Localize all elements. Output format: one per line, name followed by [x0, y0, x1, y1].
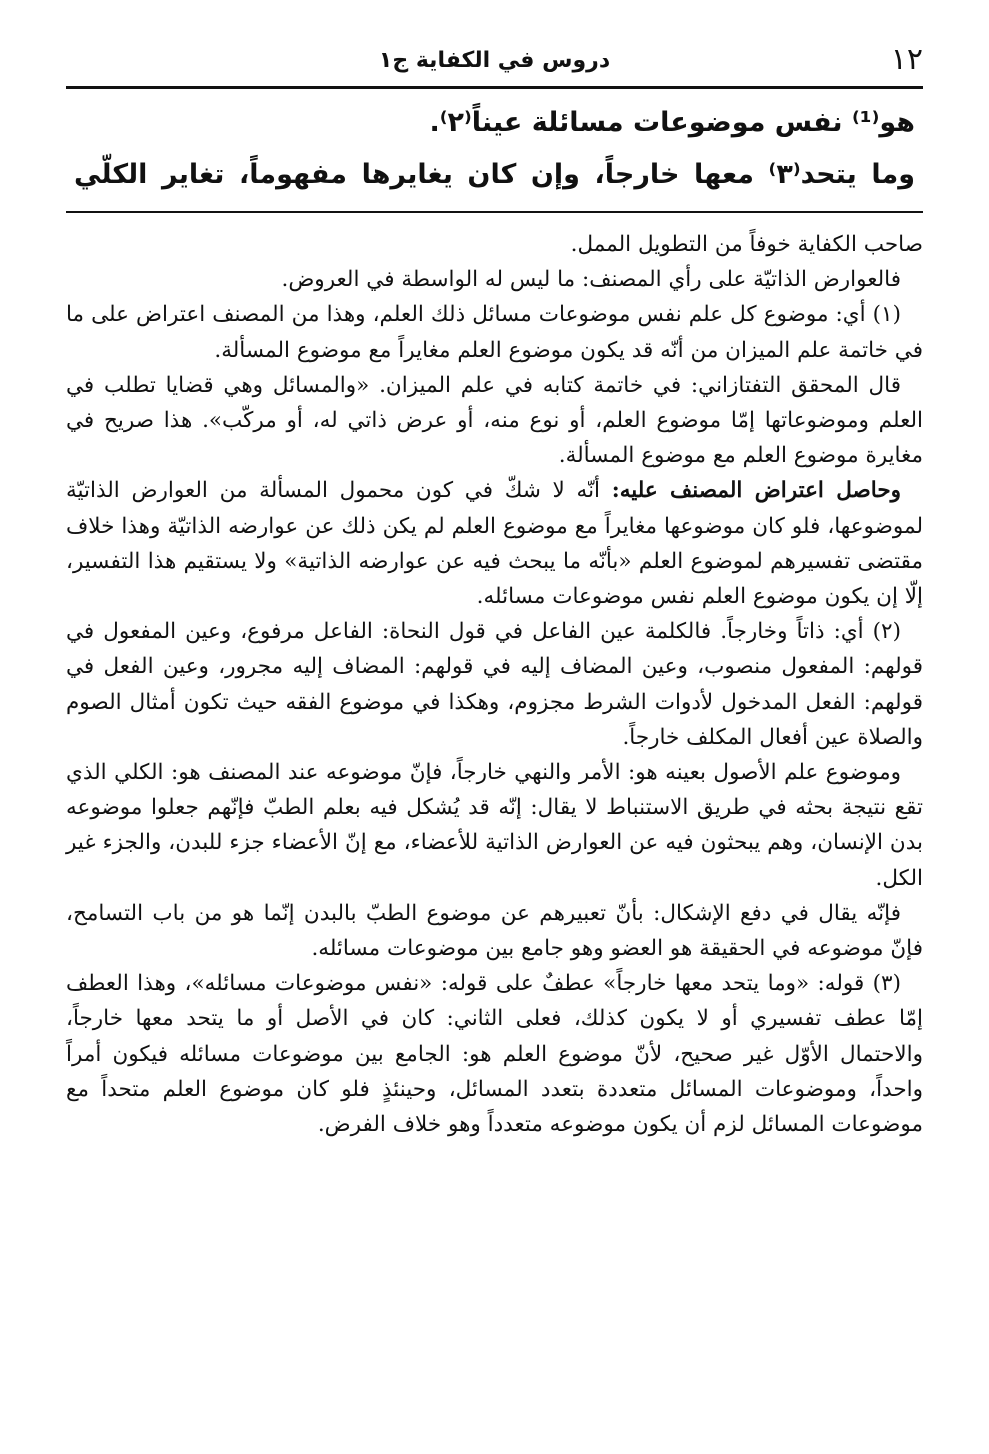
footnote-3-paragraph: (٣) قوله: «وما يتحد معها خارجاً» عطفٌ على قوله: «نفس موضوعات مسائله»، وهذا العطف إمّا عطف تفسيري أو لا يكون كذلك، فعلى الثاني: كان في الأصل أو ما يتحد معها خارجاً، والاحتمال الأوّل غير صحيح، لأنّ موضوع العلم هو: الجامع بين موضوعات مسائله فيكون أمراً واحداً، وموضوعات المسائل متعددة بتعدد المسائل، وحينئذٍ فلو كان موضوع العلم متحداً مع موضوعات المسائل لزم أن يكون موضوعه متعدداً وهو خلاف الفرض.	[66, 971, 923, 1138]
commentary-section	[66, 213, 923, 1142]
page-number: ١٢	[890, 42, 923, 77]
paragraph-lead-bold: وحاصل اعتراض المصنف عليه:	[611, 478, 901, 504]
commentary-paragraph-1: صاحب الكفاية خوفاً من التطويل الممل.	[570, 232, 923, 257]
main-text-line-1: هو⁽¹⁾ نفس موضوعات مسائلة عيناً⁽٢⁾.	[429, 107, 915, 138]
footnote-1-paragraph: (١) أي: موضوع كل علم نفس موضوعات مسائل ذلك العلم، وهذا من المصنف اعتراض على ما في خاتمة علم الميزان من أنّه قد يكون موضوع العلم مغايراً مع موضوع المسألة.	[66, 302, 923, 363]
page-header	[66, 36, 923, 89]
footnote-2-paragraph: (٢) أي: ذاتاً وخارجاً. فالكلمة عين الفاعل في قول النحاة: الفاعل مرفوع، وعين المفعول في قولهم: المفعول منصوب، وعين المضاف إليه في قولهم: المضاف إليه مجرور، وعين الفعل في قولهم: الفعل المدخول لأدوات الشرط مجزوم، وهكذا في موضوع الفقه حيث تكون أمثال الصوم والصلاة عين أفعال المكلف خارجاً.	[66, 619, 923, 750]
commentary-paragraph-8: فإنّه يقال في دفع الإشكال: بأنّ تعبيرهم عن موضوع الطبّ بالبدن إنّما هو من باب التسامح، فإنّ موضوعه في الحقيقة هو العضو وهو جامع بين موضوعات مسائله.	[66, 900, 923, 962]
commentary-paragraph-7: وموضوع علم الأصول بعينه هو: الأمر والنهي خارجاً، فإنّ موضوعه عند المصنف هو: الكلي الذي تقع نتيجة بحثه في طريق الاستنباط لا يقال: إنّه قد يُشكل فيه بعلم الطبّ فإنّهم جعلوا موضوعه بدن الإنسان، وهم يبحثون فيه عن العوارض الذاتية للأعضاء، مع إنّ الأعضاء جزء للبدن، والجزء غير الكل.	[66, 760, 923, 891]
book-page	[66, 36, 923, 1426]
running-title: دروس في الكفاية ج١	[378, 48, 611, 73]
commentary-paragraph-2: فالعوارض الذاتيّة على رأي المصنف: ما ليس له الواسطة في العروض.	[281, 267, 901, 293]
commentary-paragraph-4: قال المحقق التفتازاني: في خاتمة كتابه في علم الميزان. «والمسائل وهي قضايا تطلب في العلم وموضوعاتها إمّا موضوع العلم، أو نوع منه، أو عرض ذاتي له، أو مركّب». هذا صريح في مغايرة موضوع العلم مع موضوع المسألة.	[66, 372, 923, 469]
commentary-paragraph-5	[66, 473, 923, 614]
main-text-line-2: وما يتحد⁽٣⁾ معها خارجاً، وإن كان يغايرها مفهوماً، تغاير الكلّي	[74, 159, 915, 190]
main-text-box	[66, 89, 923, 213]
paragraph-body: أنّه لا شكّ في كون محمول المسألة من العوارض الذاتيّة لموضوعها، فلو كان موضوعها مغايراً مع موضوع العلم لم يكن ذلك عن عوارضه الذاتيّة وهذا خلاف مقتضى تفسيرهم لموضوع العلم «بأنّه ما يبحث فيه عن عوارضه الذاتية» ولا يستقيم هذا التفسير، إلّا إن يكون موضوع العلم نفس موضوعات مسائله.	[66, 478, 923, 610]
